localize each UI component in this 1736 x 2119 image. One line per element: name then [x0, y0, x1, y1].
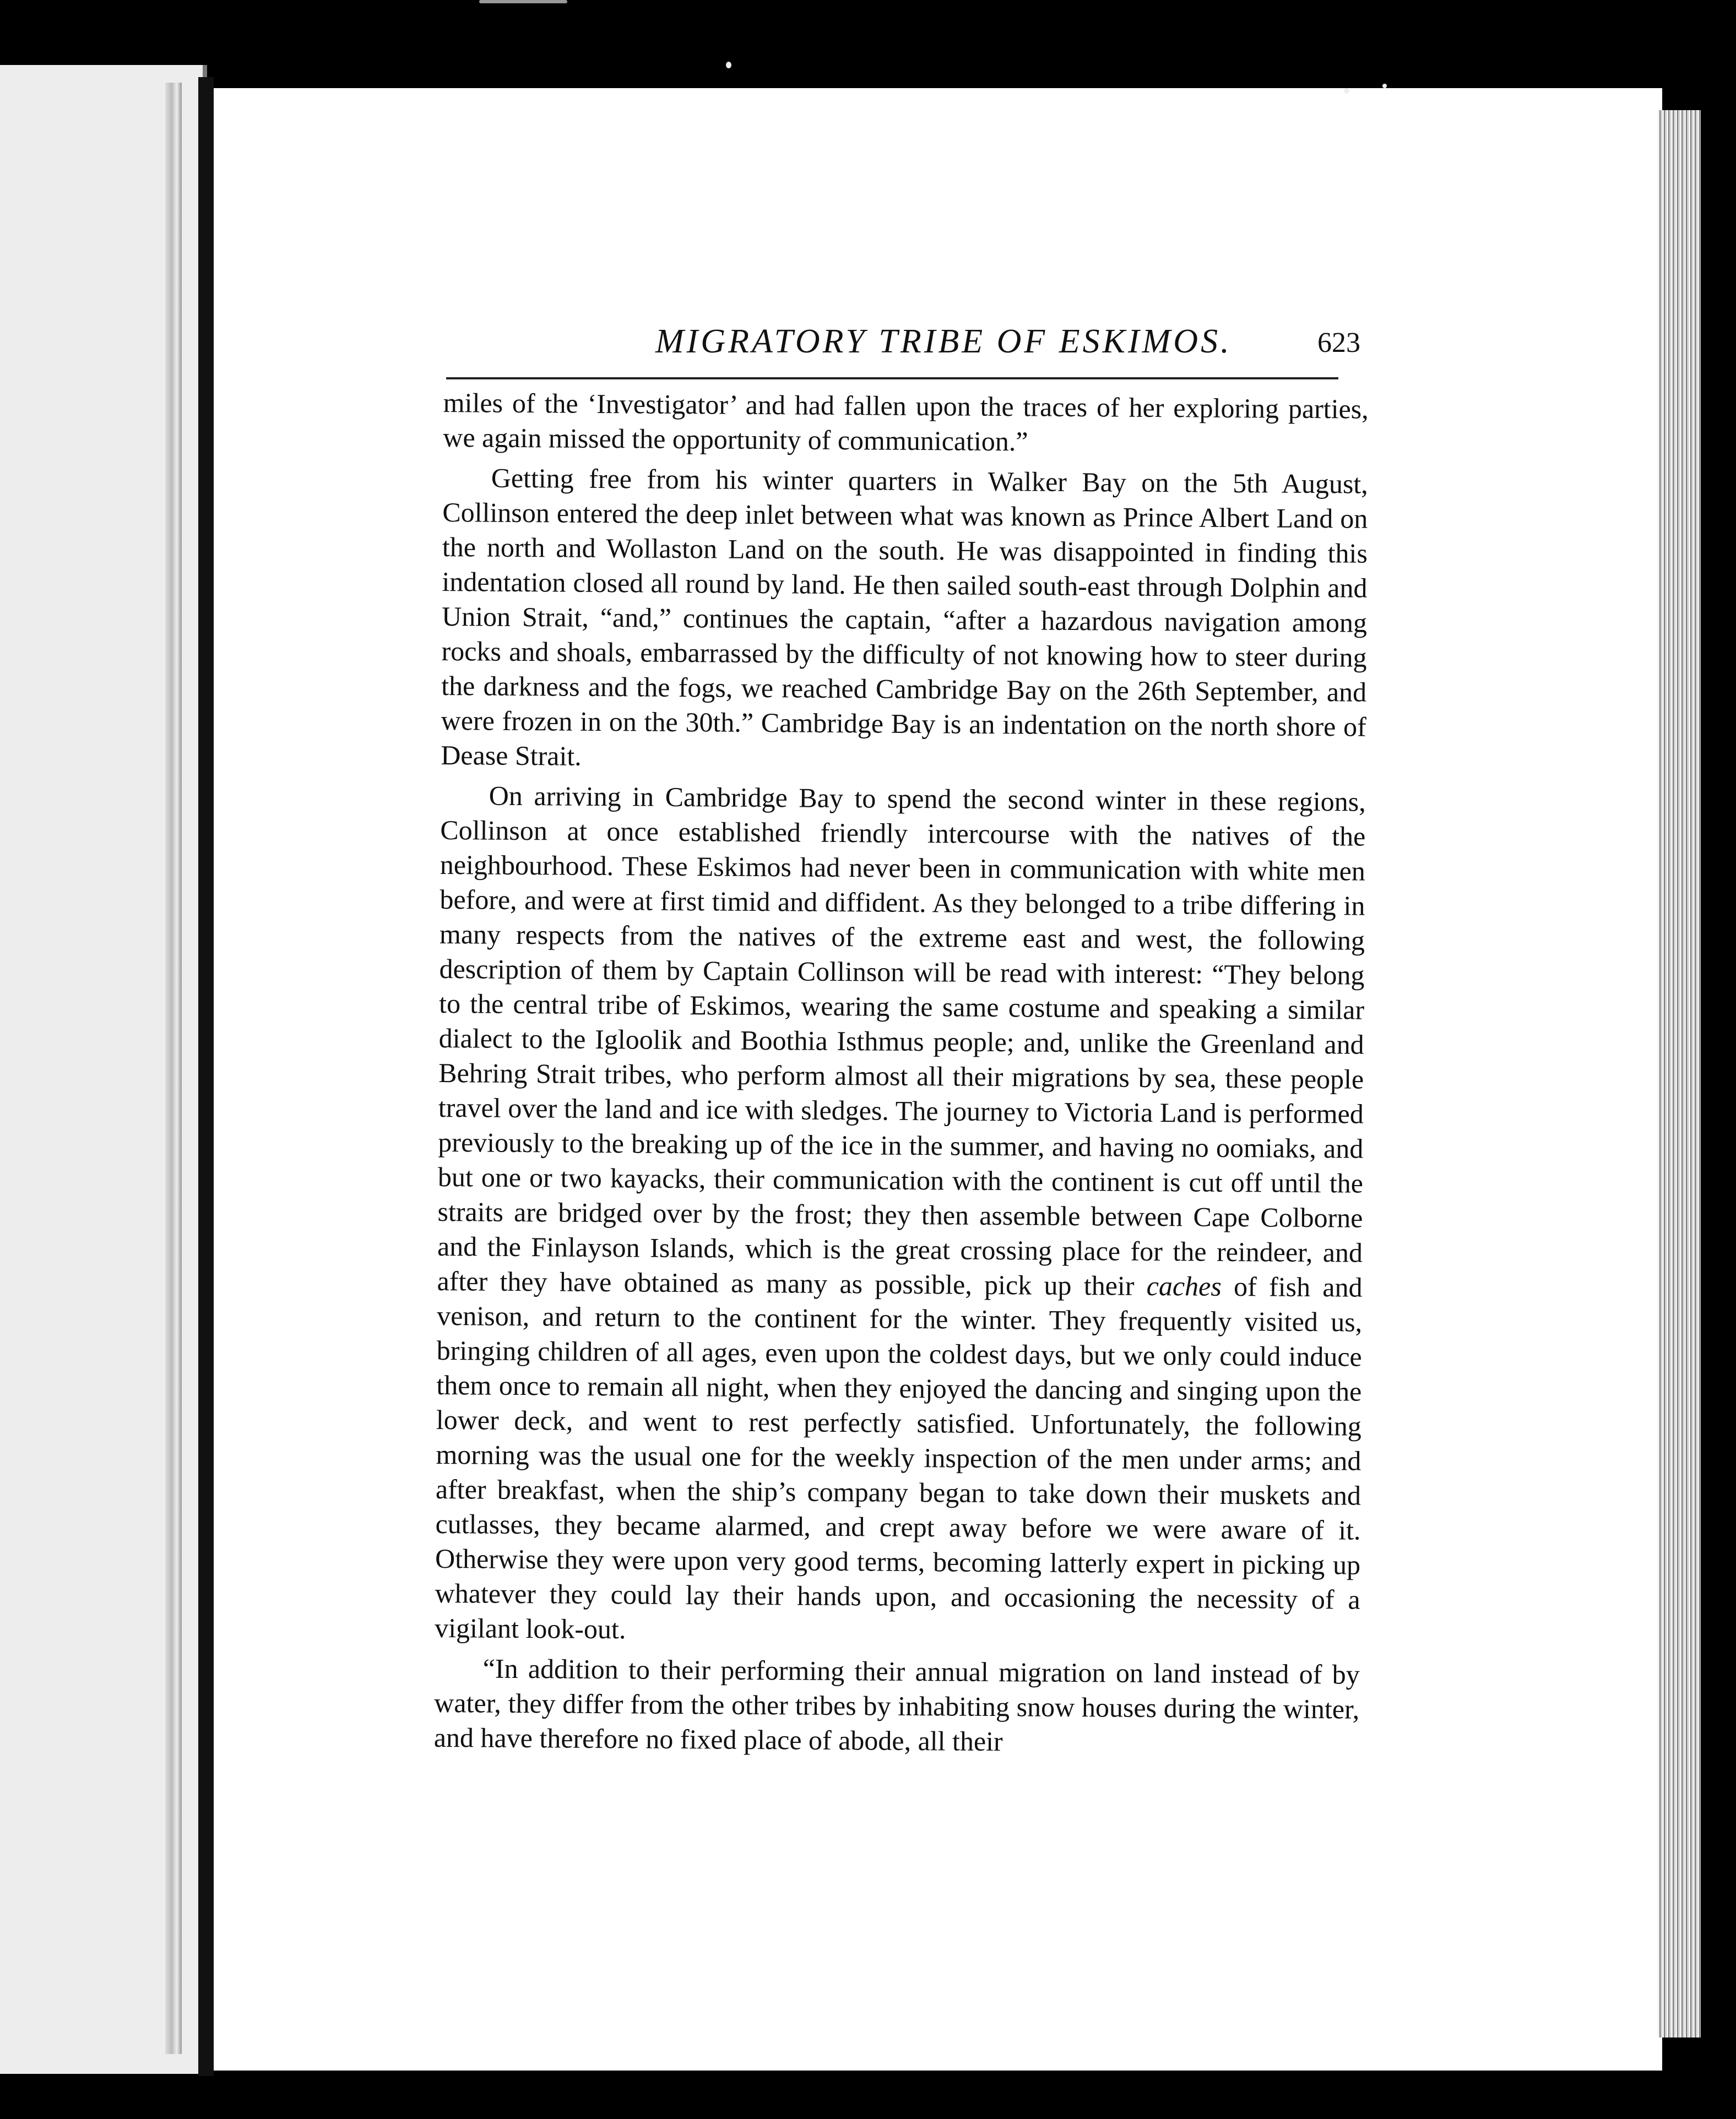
paragraph [443, 385, 1369, 461]
header-rule [446, 377, 1338, 379]
paragraph [441, 460, 1368, 779]
book-gutter [198, 77, 214, 2076]
text-run: “In addition to their performing their annual migration on land instead of by water, they differ from the other tribes by inhabiting snow houses during the winter, and have therefore no fixed place of abode, all their [433, 1653, 1360, 1757]
italic-text: caches [1146, 1270, 1222, 1302]
text-run: On arriving in Cambridge Bay to spend the second winter in these regions, Collinson at once established friendly intercourse with the natives of the neighbourhood. These Eskimos had never been in communication with white men before, and were at first timid and diffident. As they belonged to a tribe differing in many respects from the natives of the extreme east and west, the following description of them by Captain Collinson will be read with interest: “They belong to the central tribe of Eskimos, wearing the same costume and speaking a similar dialect to the Igloolik and Boothia Isthmus people; and, unlike the Greenland and Behring Strait tribes, who perform almost all their migrations by sea, these people travel over the land and ice with sledges. The journey to Victoria Land is performed previously to the breaking up of the ice in the summer, and having no oomiaks, and but one or two kayacks, their communication with the continent is cut off until the straits are bridged over by the frost; they then assemble between Cape Colborne and the Finlayson Islands, which is the great crossing place for the reindeer, and after they have obtained as many as possible, pick up their [437, 780, 1366, 1301]
page-number: 623 [1317, 327, 1360, 358]
scan-speck [726, 62, 731, 68]
page-header [446, 322, 1360, 366]
scan-speck [479, 0, 567, 3]
running-title: MIGRATORY TRIBE OF ESKIMOS. [655, 323, 1232, 360]
scan-speck [1344, 88, 1349, 94]
text-run: miles of the ‘Investigator’ and had fallen upon the traces of her exploring parties, we again missed the opportunity of communication.” [443, 387, 1369, 457]
body-text [434, 385, 1369, 1762]
text-run: Getting free from his winter quarters in Walker Bay on the 5th August, Collinson entered the deep inlet between what was known as Prince Albert Land on the north and Wollaston Land on the south. He was disappointed in finding this indentation closed all round by land. He then sailed south-east through Dolphin and Union Strait, “and,” continues the captain, “after a hazardous navigation among rocks and shoals, embarrassed by the difficulty of not knowing how to steer during the darkness and the fogs, we reached Cambridge Bay on the 26th September, and were frozen in on the 30th.” Cambridge Bay is an indentation on the north shore of Dease Strait. [441, 462, 1368, 771]
page-stack-edge [1658, 110, 1701, 2038]
paragraph [435, 778, 1366, 1652]
left-page-fore-edge [165, 83, 182, 2054]
text-run: of fish and venison, and return to the continent for the winter. They frequently visited us, bringing children of all ages, even upon the coldest days, but we only could induce them once to remain all night, when they enjoyed the dancing and singing upon the lower deck, and went to rest perfectly satisfied. Unfortunately, the following morning was the usual one for the weekly inspection of the men under arms; and after breakfast, when the ship’s company began to take down their muskets and cutlasses, they became alarmed, and crept away before we were aware of it. Otherwise they were upon very good terms, becoming latterly expert in picking up whatever they could lay their hands upon, and occasioning the necessity of a vigilant look-out. [435, 1270, 1363, 1645]
paragraph [434, 1651, 1360, 1762]
scan-speck [1382, 84, 1387, 88]
